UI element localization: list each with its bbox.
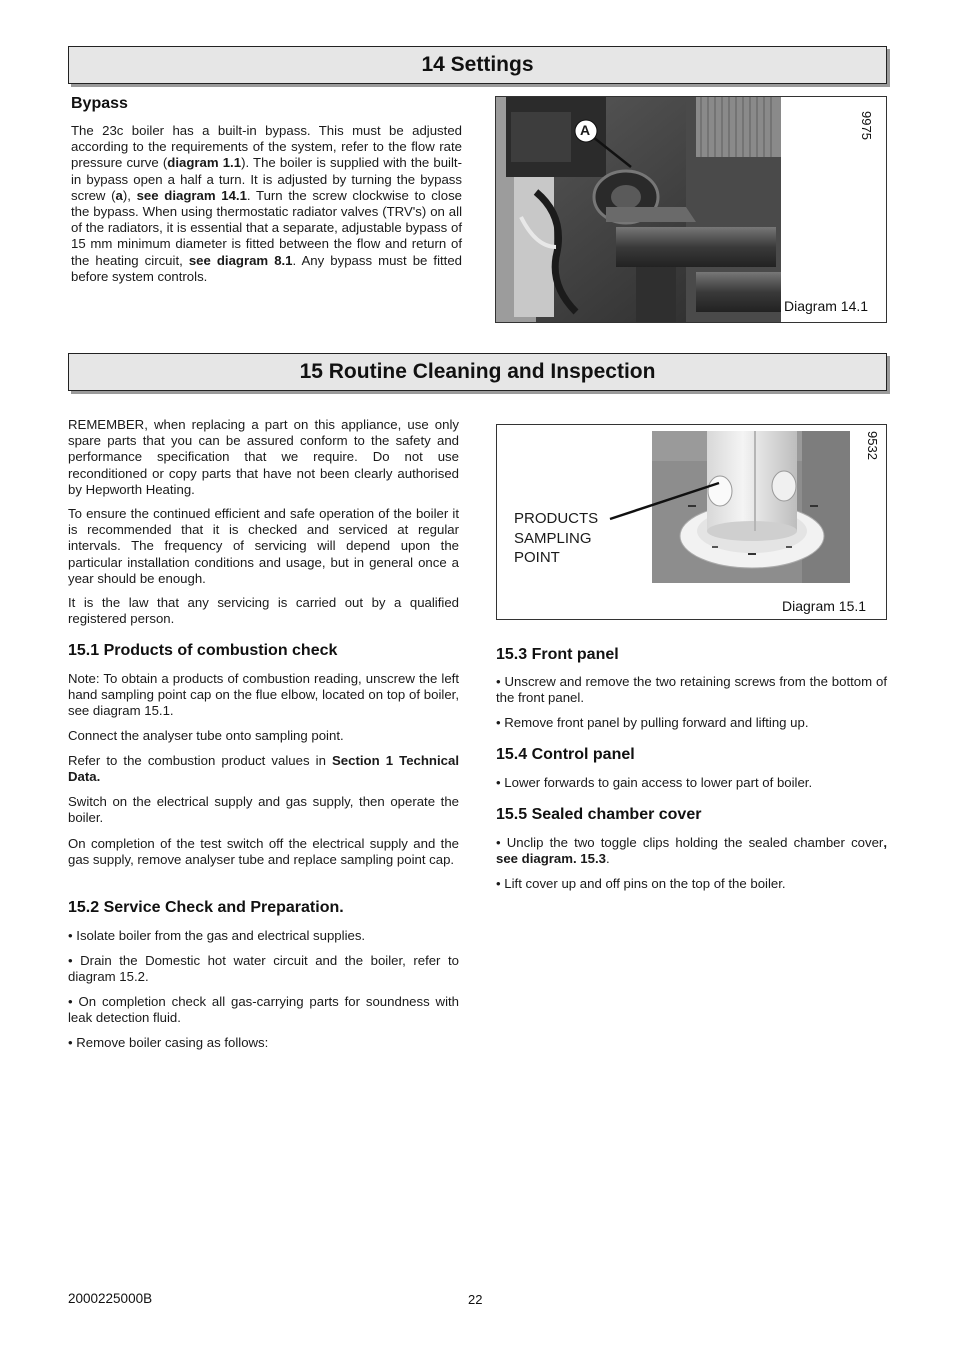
marker-a-label: A [580,122,591,138]
section-14-title: 14 Settings [421,53,534,76]
intro-paragraph-1: REMEMBER, when replacing a part on this appliance, use only spare parts that you can be assured conform to the safety and performance specification that we require. Do not use reconditioned or copy parts that have not been clearly authorised by Hepworth Heating. [68,417,459,497]
section-15-banner [68,353,887,391]
diagram-15-1-caption: Diagram 15.1 [782,598,867,614]
s151-paragraph-1: Note: To obtain a products of combustion reading, unscrew the left hand sampling point cap on the flue elbow, located on top of boiler, see diagram 15.1. [68,671,459,719]
s154-bullet-1: • Lower forwards to gain access to lower part of boiler. [496,775,813,790]
s151-paragraph-4: Switch on the electrical supply and gas supply, then operate the boiler. [68,794,459,826]
heading-15-2: 15.2 Service Check and Preparation. [68,899,344,916]
s153-bullet-2: • Remove front panel by pulling forward and lifting up. [496,715,809,730]
intro-paragraph-3: It is the law that any servicing is carried out by a qualified registered person. [68,595,459,627]
s155-bullet-2: • Lift cover up and off pins on the top of the boiler. [496,876,786,891]
s155-bullet-1: • Unclip the two toggle clips holding the sealed chamber cover, see diagram. 15.3. [496,835,887,867]
s153-bullet-1: • Unscrew and remove the two retaining screws from the bottom of the front panel. [496,674,887,706]
diagram-14-1-code: 9975 [859,111,874,140]
diagram-14-1-caption: Diagram 14.1 [784,298,869,314]
s151-paragraph-5: On completion of the test switch off the electrical supply and the gas supply, remove analyser tube and replace sampling point cap. [68,836,459,868]
heading-15-4: 15.4 Control panel [496,746,635,763]
diagram-14-1 [495,96,887,323]
bypass-heading: Bypass [71,95,128,112]
diagram-15-1 [496,424,887,620]
diagram-15-1-code: 9532 [865,431,880,460]
intro-paragraph-2: To ensure the continued efficient and safe operation of the boiler it is recommended that it is checked and serviced at regular intervals. The frequency of servicing will depend upon the particular installation conditions and usage, but in general once a year should be enough. [68,506,459,586]
s152-bullet-4: • Remove boiler casing as follows: [68,1035,269,1050]
s151-paragraph-2: Connect the analyser tube onto sampling point. [68,728,344,743]
bypass-paragraph: The 23c boiler has a built-in bypass. This must be adjusted according to the requirements of the system, refer to the flow rate pressure curve (diagram 1.1). The boiler is supplied with the built-in bypass open a half a turn. It is adjusted by turning the bypass screw (a), see diagram 14.1. Turn the screw clockwise to close the bypass. When using thermostatic radiator valves (TRV's) on all of the radiators, it is essential that a separate, adjustable bypass of 15 mm minimum diameter is fitted between the flow and return of the heating circuit, see diagram 8.1. Any bypass must be fitted before system controls. [71,123,462,284]
heading-15-5: 15.5 Sealed chamber cover [496,806,702,823]
document-number: 2000225000B [68,1291,153,1306]
s152-bullet-1: • Isolate boiler from the gas and electrical supplies. [68,928,366,943]
section-14-banner [68,46,887,84]
s152-bullet-3: • On completion check all gas-carrying parts for soundness with leak detection fluid. [68,994,459,1026]
products-sampling-point-label: PRODUCTS SAMPLING POINT [514,510,599,566]
pointer-arrow [607,475,727,525]
s151-paragraph-3: Refer to the combustion product values in Section 1 Technical Data. [68,753,459,785]
section-15-title: 15 Routine Cleaning and Inspection [299,360,656,383]
page-number: 22 [468,1292,483,1307]
s152-bullet-2: • Drain the Domestic hot water circuit and the boiler, refer to diagram 15.2. [68,953,459,985]
heading-15-3: 15.3 Front panel [496,646,619,663]
heading-15-1: 15.1 Products of combustion check [68,642,338,659]
bypass-photo [496,97,781,322]
